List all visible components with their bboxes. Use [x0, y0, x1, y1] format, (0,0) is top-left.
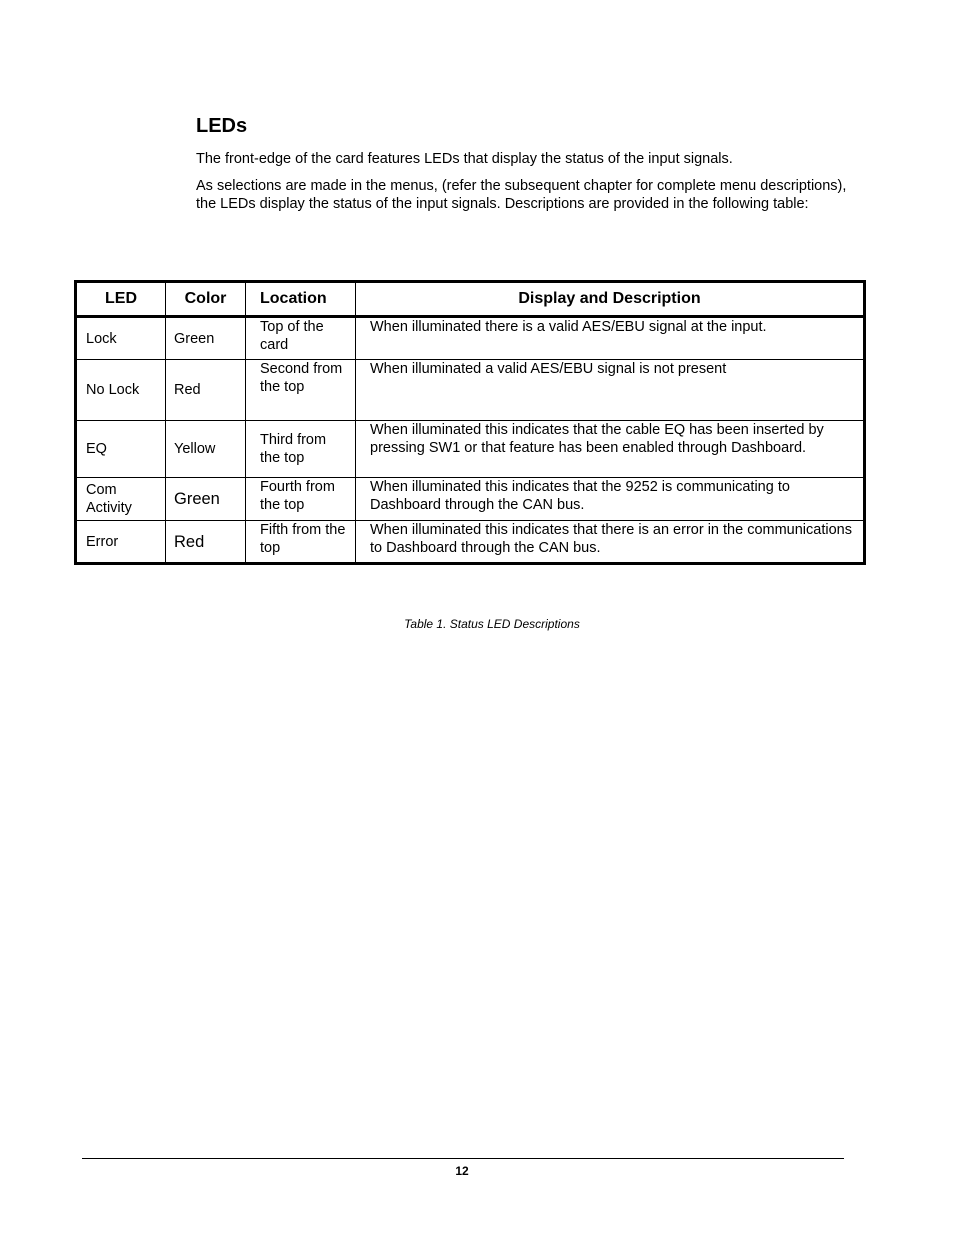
- page-number: 12: [455, 1164, 469, 1178]
- column-header-led: LED: [76, 282, 166, 317]
- led-status-table: [74, 280, 866, 565]
- description-paragraph: As selections are made in the menus, (refer the subsequent chapter for complete menu descriptions), the LEDs display the status of the input signals. Descriptions are provided in the following table:: [196, 178, 847, 212]
- led-color-cell: Red: [166, 521, 246, 564]
- footer-divider: [82, 1158, 844, 1159]
- table-caption: Table 1. Status LED Descriptions: [404, 617, 580, 631]
- led-description-cell: When illuminated this indicates that there is an error in the communications to Dashboard through the CAN bus.: [356, 521, 865, 564]
- table-row: [76, 521, 865, 564]
- section-heading: LEDs: [196, 115, 248, 137]
- led-name-cell: Lock: [76, 317, 166, 360]
- led-name-cell: Error: [76, 521, 166, 564]
- table-row: [76, 317, 865, 360]
- table-row: [76, 421, 865, 478]
- led-name-cell: EQ: [76, 421, 166, 478]
- led-description-cell: When illuminated this indicates that the cable EQ has been inserted by pressing SW1 or that feature has been enabled through Dashboard.: [356, 421, 865, 478]
- led-location-cell: Fifth from the top: [246, 521, 356, 564]
- led-location-cell: Fourth from the top: [246, 478, 356, 521]
- table-row: [76, 360, 865, 421]
- column-header-description: Display and Description: [356, 282, 865, 317]
- table-header-row: [76, 282, 865, 317]
- led-name-cell: Com Activity: [76, 478, 166, 521]
- led-color-cell: Green: [166, 317, 246, 360]
- led-color-cell: Green: [166, 478, 246, 521]
- led-color-cell: Red: [166, 360, 246, 421]
- led-location-cell: Second from the top: [246, 360, 356, 421]
- led-description-cell: When illuminated a valid AES/EBU signal is not present: [356, 360, 865, 421]
- led-location-cell: Third from the top: [246, 421, 356, 478]
- column-header-location: Location: [246, 282, 356, 317]
- column-header-color: Color: [166, 282, 246, 317]
- led-name-cell: No Lock: [76, 360, 166, 421]
- led-description-cell: When illuminated there is a valid AES/EBU signal at the input.: [356, 317, 865, 360]
- led-location-cell: Top of the card: [246, 317, 356, 360]
- led-color-cell: Yellow: [166, 421, 246, 478]
- table-row: [76, 478, 865, 521]
- led-description-cell: When illuminated this indicates that the 9252 is communicating to Dashboard through the CAN bus.: [356, 478, 865, 521]
- intro-paragraph: The front-edge of the card features LEDs that display the status of the input signals.: [196, 151, 733, 167]
